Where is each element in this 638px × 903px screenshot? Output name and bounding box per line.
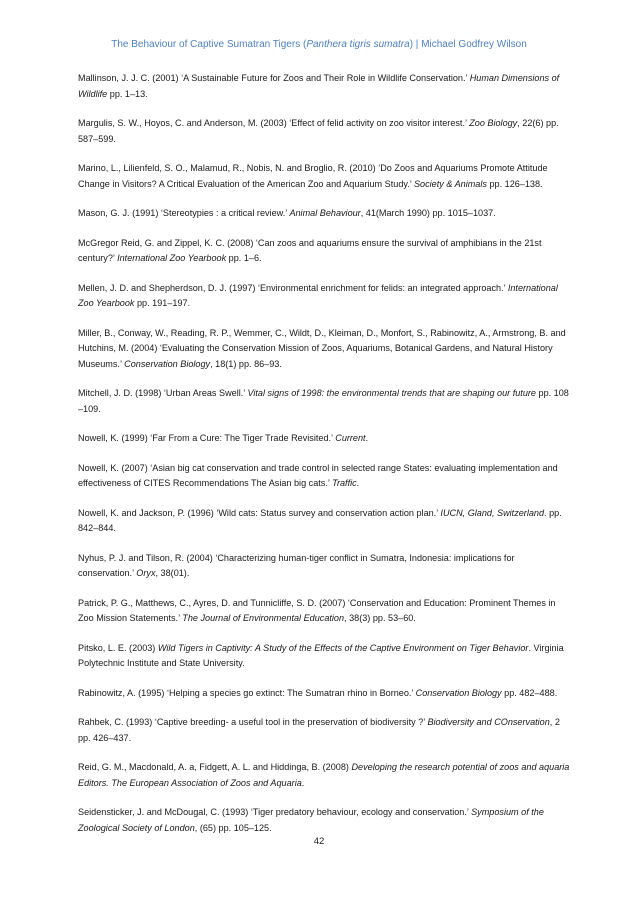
reference-entry: Miller, B., Conway, W., Reading, R. P., Wemmer, C., Wildt, D., Kleiman, D., Monfort, S., Rabinowitz, A., Armstrong, B. and Hutchins, M. (2004) ‘Evaluating the Conservation Mission of Zoos, Aquariums, Botanical Gardens, and Natural History Museums.’ Conservation Biology, 18(1) pp. 86–93. bbox=[78, 327, 566, 369]
reference-entry: Seidensticker, J. and McDougal, C. (1993) ‘Tiger predatory behaviour, ecology and conservation.’ Symposium of the Zoological Society of London, (65) pp. 105–125. bbox=[78, 807, 544, 833]
reference-entry: Margulis, S. W., Hoyos, C. and Anderson, M. (2003) ‘Effect of felid activity on zoo visitor interest.’ Zoo Biology, 22(6) pp. 587–599. bbox=[78, 118, 559, 144]
reference-entry: Nowell, K. (1999) ‘Far From a Cure: The Tiger Trade Revisited.’ Current. bbox=[78, 433, 369, 443]
reference-entry: Mason, G. J. (1991) ‘Stereotypies : a critical review.’ Animal Behaviour, 41(March 1990) pp. 1015–1037. bbox=[78, 208, 496, 218]
reference-entry: McGregor Reid, G. and Zippel, K. C. (2008) ‘Can zoos and aquariums ensure the survival of amphibians in the 21st century?’ International Zoo Yearbook pp. 1–6. bbox=[78, 237, 542, 263]
reference-entry: Mallinson, J. J. C. (2001) ‘A Sustainable Future for Zoos and Their Role in Wildlife Conservation.’ Human Dimensions of Wildlife pp. 1–13. bbox=[78, 73, 560, 99]
reference-entry: Nowell, K. (2007) ‘Asian big cat conservation and trade control in selected range States: evaluating implementation and effectiveness of CITES Recommendations The Asian big cats.’ Traffic. bbox=[78, 462, 558, 488]
reference-entry: Reid, G. M., Macdonald, A. a, Fidgett, A. L. and Hiddinga, B. (2008) Developing the research potential of zoos and aquaria Editors. The European Association of Zoos and Aquaria. bbox=[78, 762, 570, 788]
header-author: ) | Michael Godfrey Wilson bbox=[409, 39, 527, 50]
reference-entry: Mellen, J. D. and Shepherdson, D. J. (1997) ‘Environmental enrichment for felids: an integrated approach.’ International Zoo Yearbook pp. 191–197. bbox=[78, 282, 558, 308]
reference-entry: Rabinowitz, A. (1995) ‘Helping a species go extinct: The Sumatran rhino in Borneo.’ Conservation Biology pp. 482–488. bbox=[78, 687, 558, 698]
reference-list bbox=[78, 71, 570, 850]
page-number: 42 bbox=[313, 836, 325, 847]
running-header bbox=[0, 39, 638, 50]
reference-entry: Pitsko, L. E. (2003) Wild Tigers in Captivity: A Study of the Effects of the Captive Environment on Tiger Behavior. Virginia Polytechnic Institute and State University. bbox=[78, 642, 564, 668]
reference-entry: Nyhus, P. J. and Tilson, R. (2004) ‘Characterizing human-tiger conflict in Sumatra, Indonesia: implications for conservation.’ Oryx, 38(01). bbox=[78, 552, 515, 578]
reference-entry: Rahbek, C. (1993) ‘Captive breeding- a useful tool in the preservation of biodiversity ?’ Biodiversity and COnservation, 2 pp. 426–437. bbox=[78, 717, 560, 743]
reference-entry: Patrick, P. G., Matthews, C., Ayres, D. and Tunnicliffe, S. D. (2007) ‘Conservation and Education: Prominent Themes in Zoo Mission Statements.’ The Journal of Environmental Education, 38(3) pp. 53–60. bbox=[78, 597, 556, 623]
reference-entry: Nowell, K. and Jackson, P. (1996) ‘Wild cats: Status survey and conservation action plan.’ IUCN, Gland, Switzerland. pp. 842–844. bbox=[78, 507, 562, 533]
header-species: Panthera tigris sumatra bbox=[306, 39, 410, 50]
reference-entry: Marino, L., Lilienfeld, S. O., Malamud, R., Nobis, N. and Broglio, R. (2010) ‘Do Zoos and Aquariums Promote Attitude Change in Visitors? A Critical Evaluation of the American Zoo and Aquarium Study.’ Society & Animals pp. 126–138. bbox=[78, 163, 548, 189]
reference-entry: Mitchell, J. D. (1998) ‘Urban Areas Swell.’ Vital signs of 1998: the environmental trends that are shaping our future pp. 108 –109. bbox=[78, 388, 569, 414]
header-text: The Behaviour of Captive Sumatran Tigers ( bbox=[111, 39, 307, 50]
